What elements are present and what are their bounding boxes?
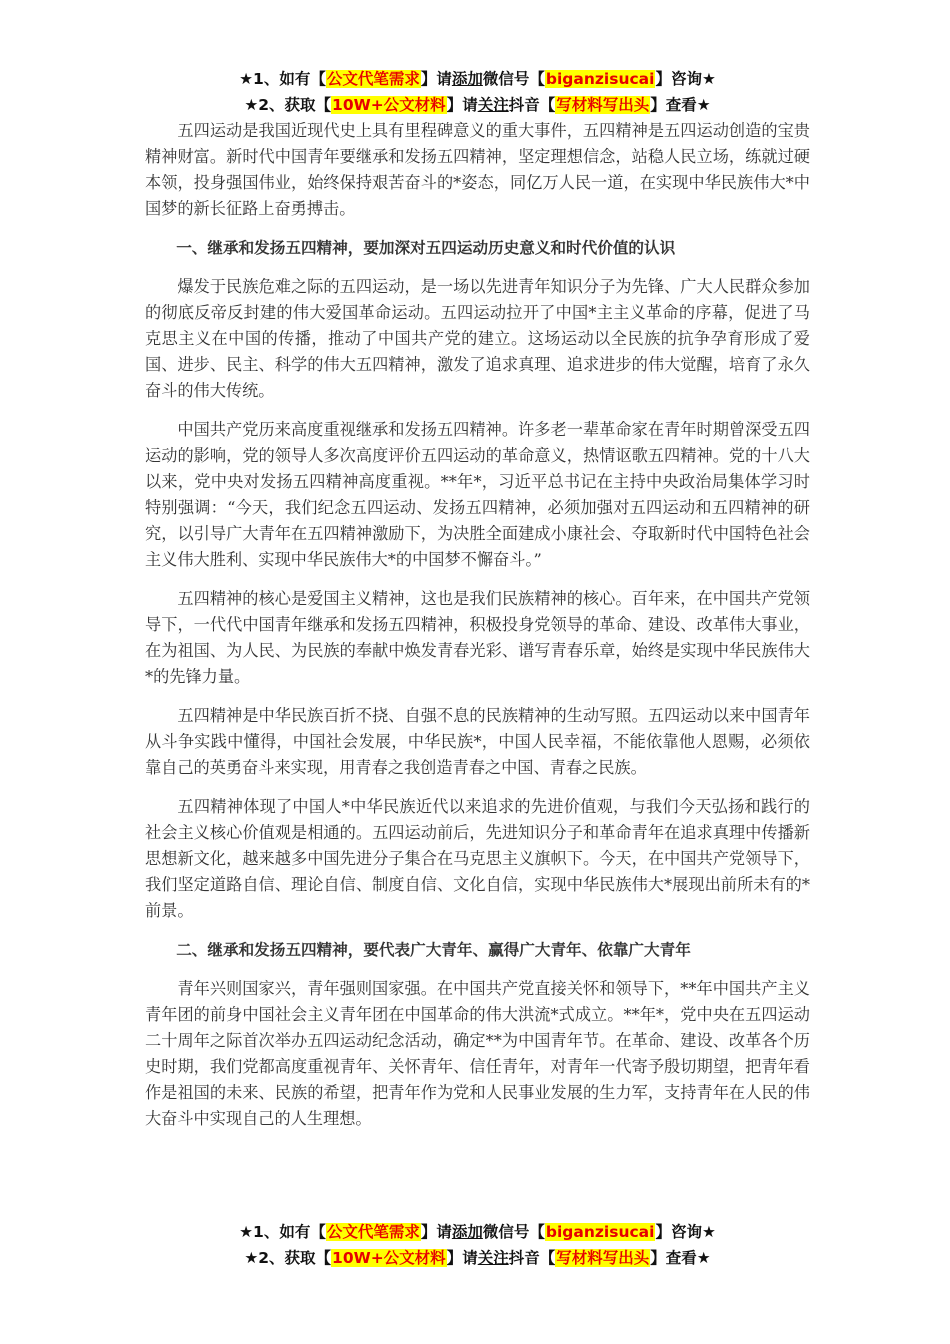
promo-line-1: ★1、如有【公文代笔需求】请添加微信号【biganzisucai】咨询★ <box>239 1223 716 1241</box>
paragraph-6: 青年兴则国家兴，青年强则国家强。在中国共产党直接关怀和领导下，**年中国共产主义青年团的前身中国社会主义青年团在中国革命的伟大洪流*式成立。**年*，党中央在五四运动二十周年之际首次举办五四运动纪念活动，确定**为中国青年节。在革命、建设、改革各个历史时期，我们党都高度重视青年、关怀青年、信任青年，对青年一代寄予殷切期望，把青年看作是祖国的未来、民族的希望，把青年作为党和人民事业发展的生力军，支持青年在人民的伟大奋斗中实现自己的人生理想。 <box>145 979 810 1128</box>
highlight-materials: 10W+公文材料 <box>332 1249 446 1267</box>
promo-banner-top <box>145 66 810 118</box>
highlight-ghostwriting: 公文代笔需求 <box>326 1223 420 1241</box>
paragraph-4: 五四精神是中华民族百折不挠、自强不息的民族精神的生动写照。五四运动以来中国青年从斗争实践中懂得，中国社会发展，中华民族*，中国人民幸福，不能依靠他人恩赐，必须依靠自己的英勇奋斗来实现，用青春之我创造青春之中国、青春之民族。 <box>145 706 810 777</box>
highlight-douyin: 写材料写出头 <box>556 96 650 114</box>
paragraph-1: 爆发于民族危难之际的五四运动，是一场以先进青年知识分子为先锋、广大人民群众参加的彻底反帝反封建的伟大爱国革命运动。五四运动拉开了中国*主主义革命的序幕，促进了马克思主义在中国的传播，推动了中国共产党的建立。这场运动以全民族的抗争孕育形成了爱国、进步、民主、科学的伟大五四精神，激发了追求真理、追求进步的伟大觉醒，培育了永久奋斗的伟大传统。 <box>145 277 810 400</box>
highlight-materials: 10W+公文材料 <box>332 96 446 114</box>
promo-line-2: ★2、获取【10W+公文材料】请关注抖音【写材料写出头】查看★ <box>244 1249 711 1267</box>
highlight-douyin: 写材料写出头 <box>556 1249 650 1267</box>
paragraph-3: 五四精神的核心是爱国主义精神，这也是我们民族精神的核心。百年来，在中国共产党领导下，一代代中国青年继承和发扬五四精神，积极投身党领导的革命、建设、改革伟大事业，在为祖国、为人民、为民族的奉献中焕发青春光彩、谱写青春乐章，始终是实现中华民族伟大*的先锋力量。 <box>145 589 810 686</box>
section-heading-1: 一、继承和发扬五四精神，要加深对五四运动历史意义和时代价值的认识 <box>176 239 676 257</box>
highlight-wechat-id: biganzisucai <box>545 1223 655 1241</box>
document-page <box>145 66 810 1132</box>
promo-line-1: ★1、如有【公文代笔需求】请添加微信号【biganzisucai】咨询★ <box>239 70 716 88</box>
intro-paragraph: 五四运动是我国近现代史上具有里程碑意义的重大事件，五四精神是五四运动创造的宝贵精神财富。新时代中国青年要继承和发扬五四精神，坚定理想信念，站稳人民立场，练就过硬本领，投身强国伟业，始终保持艰苦奋斗的*姿态，同亿万人民一道，在实现中华民族伟大*中国梦的新长征路上奋勇搏击。 <box>145 121 810 218</box>
promo-banner-bottom <box>145 1219 810 1271</box>
highlight-wechat-id: biganzisucai <box>545 70 655 88</box>
highlight-ghostwriting: 公文代笔需求 <box>326 70 420 88</box>
paragraph-5: 五四精神体现了中国人*中华民族近代以来追求的先进价值观，与我们今天弘扬和践行的社会主义核心价值观是相通的。五四运动前后，先进知识分子和革命青年在追求真理中传播新思想新文化，越来越多中国先进分子集合在马克思主义旗帜下。今天，在中国共产党领导下，我们坚定道路自信、理论自信、制度自信、文化自信，实现中华民族伟大*展现出前所未有的*前景。 <box>145 797 810 920</box>
section-heading-2: 二、继承和发扬五四精神，要代表广大青年、赢得广大青年、依靠广大青年 <box>176 941 691 959</box>
promo-line-2: ★2、获取【10W+公文材料】请关注抖音【写材料写出头】查看★ <box>244 96 711 114</box>
paragraph-2: 中国共产党历来高度重视继承和发扬五四精神。许多老一辈革命家在青年时期曾深受五四运动的影响，党的领导人多次高度评价五四运动的革命意义，热情讴歌五四精神。党的十八大以来，党中央对发扬五四精神高度重视。**年*，习近平总书记在主持中央政治局集体学习时特别强调：“今天，我们纪念五四运动、发扬五四精神，必须加强对五四运动和五四精神的研究，以引导广大青年在五四精神激励下，为决胜全面建成小康社会、夺取新时代中国特色社会主义伟大胜利、实现中华民族伟大*的中国梦不懈奋斗。” <box>145 420 810 569</box>
